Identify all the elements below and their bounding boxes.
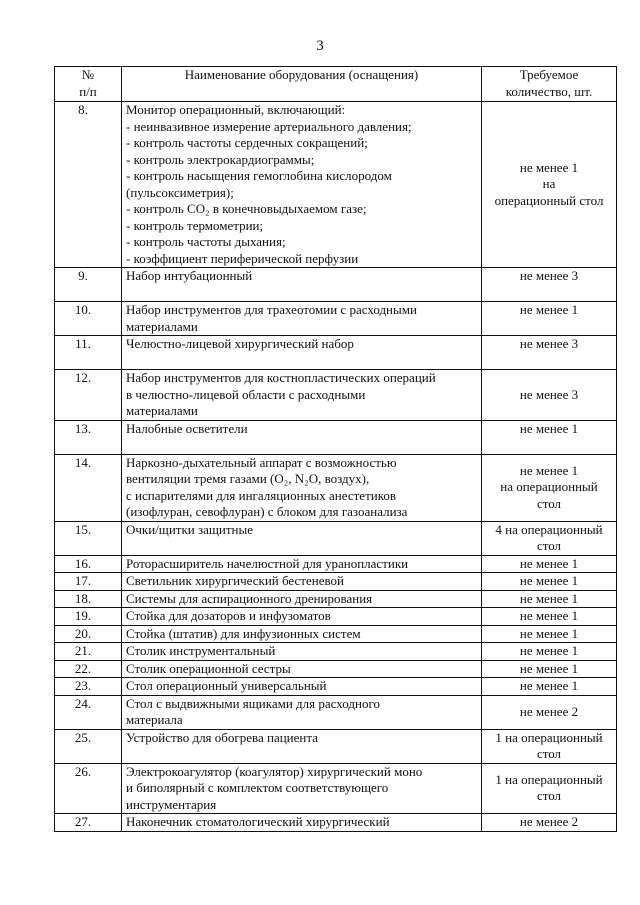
- quantity-line: не менее 3: [519, 336, 579, 351]
- row-equipment-name: [122, 336, 482, 370]
- quantity-line: 1 на операционный: [495, 771, 603, 787]
- equipment-name-line: Наконечник стоматологический хирургический: [126, 814, 390, 829]
- table-header-row: [55, 67, 617, 102]
- row-equipment-name: [122, 302, 482, 336]
- header-name-line: Наименование оборудования (оснащения): [184, 67, 419, 82]
- row-equipment-name: [122, 814, 482, 832]
- table-row: [55, 420, 617, 454]
- table-row: [55, 814, 617, 832]
- table-row: [55, 102, 617, 268]
- equipment-name-line: Стол операционный универсальный: [126, 678, 327, 693]
- row-number: 26.: [55, 763, 122, 814]
- header-quantity-line: Требуемое: [519, 67, 579, 82]
- row-number: 12.: [55, 370, 122, 421]
- header-quantity-line: количество, шт.: [505, 83, 593, 99]
- row-quantity: [482, 729, 617, 763]
- equipment-name-line: (пульсоксиметрия);: [126, 184, 234, 200]
- row-equipment-name: [122, 268, 482, 302]
- equipment-name-line: Электрокоагулятор (коагулятор) хирургический моно: [126, 763, 423, 779]
- row-equipment-name: [122, 729, 482, 763]
- equipment-name-line: Набор инструментов для трахеотомии с расходными: [126, 302, 417, 317]
- row-equipment-name: [122, 660, 482, 678]
- row-number: 16.: [55, 555, 122, 573]
- equipment-name-line: Стойка для дозаторов и инфузоматов: [126, 608, 331, 623]
- table-body: [55, 102, 617, 832]
- equipment-name-line: - контроль CO₂ в конечновыдыхаемом газе;: [126, 201, 367, 216]
- equipment-name-line: - контроль термометрии;: [126, 217, 264, 233]
- table-row: [55, 336, 617, 370]
- row-quantity: [482, 590, 617, 608]
- equipment-name-line: с испарителями для ингаляционных анестетиков: [126, 487, 396, 503]
- row-equipment-name: [122, 678, 482, 696]
- row-quantity: [482, 573, 617, 591]
- row-number: 13.: [55, 420, 122, 454]
- equipment-name-line: Налобные осветители: [126, 420, 248, 436]
- quantity-line: не менее 1: [519, 302, 579, 317]
- table-row: [55, 268, 617, 302]
- row-number: 10.: [55, 302, 122, 336]
- row-quantity: [482, 420, 617, 454]
- equipment-name-line: инструментария: [126, 796, 217, 812]
- equipment-name-line: в челюстно-лицевой области с расходными: [126, 386, 366, 402]
- equipment-name-line: - коэффициент периферической перфузии: [126, 250, 359, 266]
- row-quantity: [482, 625, 617, 643]
- page-number: 3: [316, 38, 324, 54]
- row-number: 19.: [55, 608, 122, 626]
- table-row: [55, 590, 617, 608]
- row-number: 8.: [55, 102, 122, 268]
- equipment-name-line: Монитор операционный, включающий:: [126, 102, 346, 117]
- equipment-name-line: материалами: [126, 403, 198, 418]
- row-number: 22.: [55, 660, 122, 678]
- quantity-line: не менее 2: [519, 814, 579, 829]
- equipment-name-line: Челюстно-лицевой хирургический набор: [126, 336, 354, 351]
- row-equipment-name: [122, 763, 482, 814]
- quantity-line: стол: [536, 538, 562, 553]
- row-equipment-name: [122, 521, 482, 555]
- quantity-line: не менее 2: [519, 703, 579, 719]
- row-number: 20.: [55, 625, 122, 643]
- table-row: [55, 521, 617, 555]
- quantity-line: не менее 1: [519, 660, 579, 676]
- table-row: [55, 555, 617, 573]
- quantity-line: стол: [536, 495, 562, 511]
- table-row: [55, 573, 617, 591]
- row-number: 18.: [55, 590, 122, 608]
- quantity-line: операционный стол: [494, 192, 604, 208]
- row-equipment-name: [122, 454, 482, 521]
- row-quantity: [482, 302, 617, 336]
- row-number: 27.: [55, 814, 122, 832]
- row-quantity: [482, 678, 617, 696]
- row-quantity: [482, 763, 617, 814]
- table-row: [55, 370, 617, 421]
- row-equipment-name: [122, 695, 482, 729]
- row-quantity: [482, 370, 617, 421]
- row-equipment-name: [122, 555, 482, 573]
- row-quantity: [482, 608, 617, 626]
- row-quantity: [482, 102, 617, 268]
- equipment-name-line: Роторасширитель начелюстной для уранопластики: [126, 555, 409, 571]
- quantity-line: не менее 1: [519, 643, 579, 658]
- equipment-table: [54, 66, 617, 832]
- equipment-name-line: Светильник хирургический бестеневой: [126, 573, 344, 588]
- row-number: 14.: [55, 454, 122, 521]
- row-quantity: [482, 336, 617, 370]
- row-equipment-name: [122, 643, 482, 661]
- equipment-name-line: вентиляции тремя газами (O₂, N₂O, воздух),: [126, 471, 370, 486]
- table-row: [55, 608, 617, 626]
- equipment-name-line: Стойка (штатив) для инфузионных систем: [126, 625, 361, 641]
- quantity-line: не менее 1: [519, 625, 579, 641]
- header-number-line: п/п: [79, 83, 97, 99]
- row-equipment-name: [122, 590, 482, 608]
- equipment-name-line: - контроль электрокардиограммы;: [126, 151, 315, 167]
- row-quantity: [482, 268, 617, 302]
- quantity-line: стол: [536, 788, 562, 804]
- table-row: [55, 729, 617, 763]
- row-number: 17.: [55, 573, 122, 591]
- quantity-line: на операционный: [500, 479, 598, 495]
- quantity-line: 1 на операционный: [495, 729, 603, 745]
- quantity-line: не менее 1: [519, 573, 579, 588]
- header-number: [55, 67, 122, 102]
- row-number: 21.: [55, 643, 122, 661]
- equipment-name-line: - контроль частоты дыхания;: [126, 234, 286, 249]
- row-quantity: [482, 814, 617, 832]
- quantity-line: не менее 1: [519, 159, 579, 175]
- quantity-line: 4 на операционный: [495, 521, 603, 537]
- equipment-name-line: Системы для аспирационного дренирования: [126, 590, 373, 606]
- row-equipment-name: [122, 625, 482, 643]
- row-equipment-name: [122, 420, 482, 454]
- table-row: [55, 625, 617, 643]
- equipment-name-line: Устройство для обогрева пациента: [126, 729, 318, 745]
- table-row: [55, 695, 617, 729]
- table-row: [55, 643, 617, 661]
- row-quantity: [482, 454, 617, 521]
- equipment-name-line: материала: [126, 712, 183, 727]
- equipment-name-line: Набор интубационный: [126, 268, 253, 283]
- row-number: 15.: [55, 521, 122, 555]
- equipment-name-line: (изофлуран, севофлуран) с блоком для газоанализа: [126, 504, 408, 519]
- row-quantity: [482, 521, 617, 555]
- row-equipment-name: [122, 573, 482, 591]
- table-row: [55, 660, 617, 678]
- equipment-name-line: материалами: [126, 318, 198, 334]
- row-quantity: [482, 695, 617, 729]
- table-row: [55, 302, 617, 336]
- equipment-name-line: - контроль насыщения гемоглобина кислородом: [126, 168, 392, 183]
- equipment-name-line: Набор инструментов для костнопластических операций: [126, 370, 436, 385]
- quantity-line: не менее 3: [519, 386, 579, 402]
- header-quantity: [482, 67, 617, 102]
- equipment-name-line: Очки/щитки защитные: [126, 521, 253, 537]
- equipment-name-line: Столик операционной сестры: [126, 660, 291, 676]
- row-equipment-name: [122, 102, 482, 268]
- row-number: 9.: [55, 268, 122, 302]
- row-quantity: [482, 555, 617, 573]
- quantity-line: не менее 3: [519, 268, 579, 283]
- row-number: 24.: [55, 695, 122, 729]
- quantity-line: не менее 1: [519, 608, 579, 623]
- equipment-name-line: Столик инструментальный: [126, 643, 276, 658]
- row-quantity: [482, 660, 617, 678]
- quantity-line: стол: [536, 746, 562, 761]
- equipment-name-line: Наркозно-дыхательный аппарат с возможностью: [126, 454, 397, 470]
- quantity-line: не менее 1: [519, 420, 579, 436]
- quantity-line: на: [542, 176, 556, 192]
- row-quantity: [482, 643, 617, 661]
- header-number-line: №: [81, 67, 95, 82]
- equipment-name-line: Стол с выдвижными ящиками для расходного: [126, 695, 380, 711]
- quantity-line: не менее 1: [519, 555, 579, 571]
- equipment-name-line: - неинвазивное измерение артериального давления;: [126, 118, 412, 134]
- header-name: [122, 67, 482, 102]
- table-row: [55, 454, 617, 521]
- table-row: [55, 763, 617, 814]
- row-number: 25.: [55, 729, 122, 763]
- table-row: [55, 678, 617, 696]
- quantity-line: не менее 1: [519, 590, 579, 606]
- row-number: 11.: [55, 336, 122, 370]
- row-equipment-name: [122, 608, 482, 626]
- row-equipment-name: [122, 370, 482, 421]
- equipment-name-line: и биполярный с комплектом соответствующего: [126, 780, 389, 795]
- quantity-line: не менее 1: [519, 462, 579, 478]
- equipment-name-line: - контроль частоты сердечных сокращений;: [126, 135, 368, 150]
- quantity-line: не менее 1: [519, 678, 579, 693]
- row-number: 23.: [55, 678, 122, 696]
